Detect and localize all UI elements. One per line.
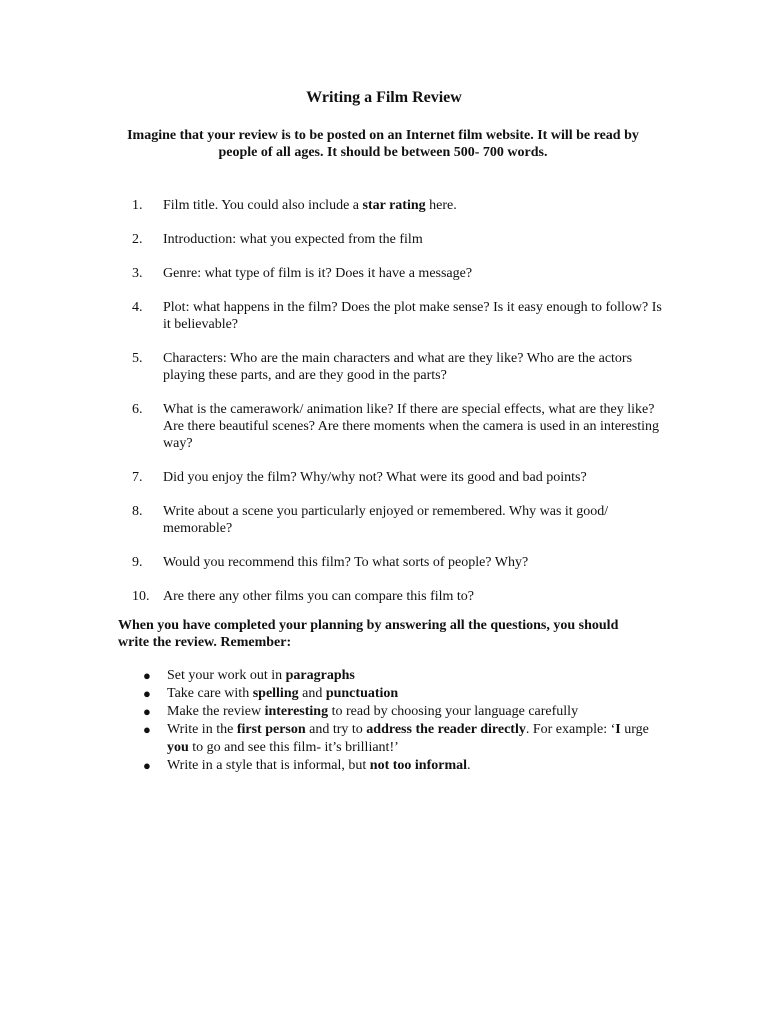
text-run: Write about a scene you particularly enjoyed or remembered. Why was it good/ memorable?	[163, 504, 609, 536]
question-text	[163, 266, 472, 281]
tip-text	[167, 668, 355, 683]
text-run: Take care with	[167, 686, 253, 701]
bold-text: not too informal	[369, 758, 467, 773]
question-text	[163, 402, 659, 451]
question-item	[132, 231, 662, 248]
question-item	[132, 265, 662, 282]
bold-text: punctuation	[325, 686, 399, 701]
bold-text: you	[167, 740, 189, 755]
question-list	[132, 197, 662, 622]
question-number: 5.	[132, 351, 143, 366]
bold-text: address the reader directly	[366, 722, 526, 737]
text-run: and	[298, 686, 326, 701]
text-run: Film title. You could also include a	[163, 198, 363, 213]
text-run: Are there any other films you can compare this film to?	[163, 589, 475, 604]
text-run: What is the camerawork/ animation like? If there are special effects, what are they like? Are there beautiful scenes? Are there moments when the camera is used in an interesting way?	[163, 402, 660, 451]
question-text	[163, 504, 608, 536]
tip-text	[167, 758, 471, 773]
text-run: and try to	[305, 722, 367, 737]
question-number: 8.	[132, 504, 143, 519]
question-number: 9.	[132, 555, 143, 570]
tip-item	[143, 757, 663, 775]
bold-text: interesting	[264, 704, 329, 719]
tip-item	[143, 685, 663, 703]
question-item	[132, 469, 662, 486]
question-item	[132, 554, 662, 571]
text-run: Genre: what type of film is it? Does it have a message?	[163, 266, 473, 281]
question-number: 1.	[132, 198, 143, 213]
tip-text	[167, 686, 398, 701]
question-text	[163, 300, 662, 332]
text-run: Would you recommend this film? To what sorts of people? Why?	[163, 555, 529, 570]
tips-list	[143, 667, 663, 775]
tip-item	[143, 703, 663, 721]
question-text	[163, 470, 587, 485]
tip-item	[143, 667, 663, 685]
question-text	[163, 351, 632, 383]
tip-text	[167, 704, 578, 719]
question-text	[163, 232, 423, 247]
bold-text: first person	[236, 722, 306, 737]
text-run: to go and see this film- it’s brilliant!’	[188, 740, 399, 755]
question-text	[163, 198, 457, 213]
question-number: 7.	[132, 470, 143, 485]
question-number: 2.	[132, 232, 143, 247]
text-run: Characters: Who are the main characters and what are they like? Who are the actors playing these parts, and are they good in the parts?	[163, 351, 633, 383]
text-run: .	[467, 758, 471, 773]
text-run: Introduction: what you expected from the film	[163, 232, 423, 247]
question-item	[132, 299, 662, 333]
bullet-icon: ●	[143, 758, 151, 773]
text-run: . For example: ‘	[525, 722, 616, 737]
bullet-icon: ●	[143, 704, 151, 719]
bold-text: spelling	[252, 686, 299, 701]
text-run: Make the review	[167, 704, 265, 719]
text-run: urge	[620, 722, 649, 737]
bullet-icon: ●	[143, 668, 151, 683]
question-text	[163, 555, 528, 570]
bold-text: I	[615, 722, 621, 737]
question-item	[132, 350, 662, 384]
bold-text: paragraphs	[285, 668, 355, 683]
tip-text	[167, 722, 649, 755]
question-item	[132, 588, 662, 605]
question-item	[132, 401, 662, 452]
bullet-icon: ●	[143, 722, 151, 737]
question-item	[132, 503, 662, 537]
question-number: 10.	[132, 589, 150, 604]
question-item	[132, 197, 662, 214]
text-run: to read by choosing your language carefully	[328, 704, 579, 719]
intro-paragraph: Imagine that your review is to be posted on an Internet film website. It will be read by people of all ages. It should be between 500- 700 words.	[127, 128, 639, 160]
question-number: 4.	[132, 300, 143, 315]
document-title: Writing a Film Review	[306, 89, 462, 106]
question-number: 6.	[132, 402, 143, 417]
bullet-icon: ●	[143, 686, 151, 701]
text-run: Did you enjoy the film? Why/why not? What were its good and bad points?	[163, 470, 587, 485]
text-run: Write in a style that is informal, but	[167, 758, 370, 773]
text-run: Set your work out in	[167, 668, 286, 683]
question-text	[163, 589, 474, 604]
text-run: here.	[425, 198, 457, 213]
text-run: Write in the	[167, 722, 237, 737]
conclusion-paragraph: When you have completed your planning by answering all the questions, you should write the review. Remember:	[118, 618, 619, 650]
bold-text: star rating	[362, 198, 426, 213]
question-number: 3.	[132, 266, 143, 281]
text-run: Plot: what happens in the film? Does the plot make sense? Is it easy enough to follow? Is it believable?	[163, 300, 662, 332]
tip-item	[143, 721, 663, 757]
